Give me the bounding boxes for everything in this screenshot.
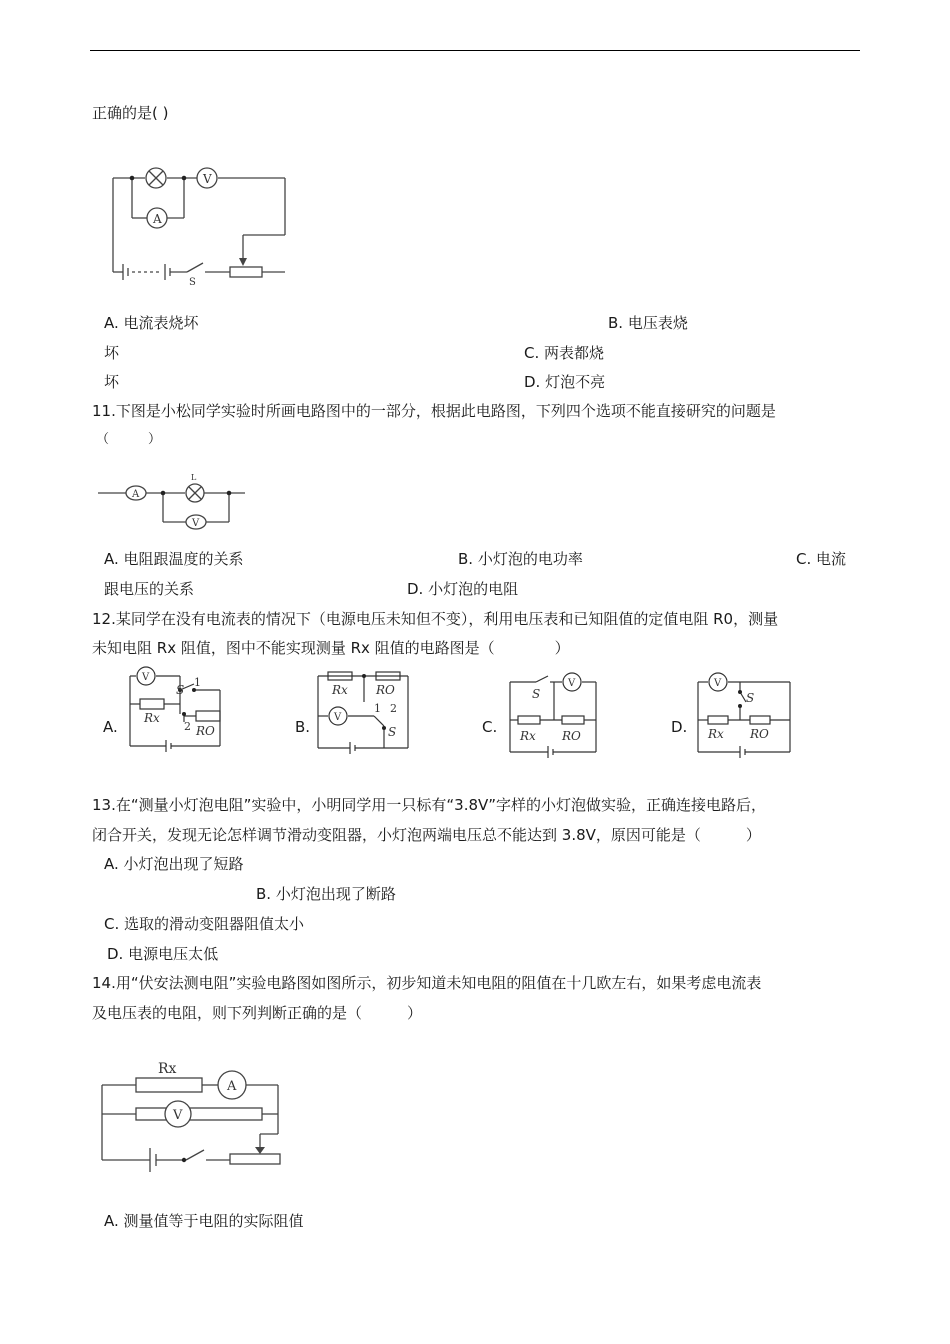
q12-label-c: C.: [482, 718, 498, 736]
q13-option-b: B. 小灯泡出现了断路: [256, 885, 396, 903]
q12d-voltmeter-label: V: [714, 678, 722, 689]
q10-ammeter-label: A: [153, 212, 162, 226]
q14-option-a: A. 测量值等于电阻的实际阻值: [104, 1212, 304, 1230]
q11-stem-line2: （ ）: [96, 432, 162, 447]
q12a-pos2-label: 2: [184, 720, 191, 733]
q11-lamp-label: L: [191, 473, 197, 482]
q11-option-b: B. 小灯泡的电功率: [458, 550, 583, 568]
q11-option-a: A. 电阻跟温度的关系: [104, 550, 244, 568]
q11-option-c-wrap: 跟电压的关系: [104, 580, 195, 598]
q12b-pos2-label: 2: [390, 702, 397, 715]
q10-option-b: B. 电压表烧: [608, 314, 688, 332]
q12a-r0-label: RO: [196, 724, 215, 738]
q13-option-d: D. 电源电压太低: [107, 945, 219, 963]
header-rule: [90, 50, 860, 51]
q12-stem-line1: 12.某同学在没有电流表的情况下（电源电压未知但不变），利用电压表和已知阻值的定值电阻 R0，测量: [92, 610, 779, 628]
q13-option-a: A. 小灯泡出现了短路: [104, 855, 244, 873]
q12-label-b: B.: [295, 718, 311, 736]
q12d-switch-label: S: [746, 691, 755, 705]
q12d-r0-label: RO: [750, 727, 769, 741]
q11-stem-line1: 11.下图是小松同学实验时所画电路图中的一部分，根据此电路图，下列四个选项不能直接研究的问题是: [92, 402, 776, 420]
q12-circuit-c: [506, 672, 606, 756]
q12a-switch-label: S: [176, 683, 185, 697]
q14-stem-line1: 14.用“伏安法测电阻”实验电路图如图所示，初步知道未知电阻的阻值在十几欧左右，如果考虑电流表: [92, 974, 762, 992]
q12-stem-line2: 未知电阻 Rx 阻值，图中不能实现测量 Rx 阻值的电路图是（ ）: [92, 639, 570, 657]
q12-label-a: A.: [103, 718, 118, 736]
q12a-voltmeter-label: V: [142, 672, 150, 683]
q12b-pos1-label: 1: [374, 702, 381, 715]
q12c-r0-label: RO: [562, 729, 581, 743]
q12d-rx-label: Rx: [708, 727, 724, 741]
q12b-r0-label: RO: [376, 683, 395, 697]
q12c-switch-label: S: [532, 687, 541, 701]
q11-option-c: C. 电流: [796, 550, 847, 568]
q14-voltmeter-label: V: [173, 1108, 183, 1123]
q12-circuit-b: [316, 672, 416, 756]
q13-stem-line1: 13.在“测量小灯泡电阻”实验中，小明同学用一只标有“3.8V”字样的小灯泡做实验，正确连接电路后，: [92, 796, 767, 814]
q13-stem-line2: 闭合开关，发现无论怎样调节滑动变阻器，小灯泡两端电压总不能达到 3.8V，原因可能是（ ）: [92, 826, 761, 844]
q10-option-c: C. 两表都烧: [524, 344, 605, 362]
q14-circuit-figure: [98, 1056, 288, 1171]
q10-option-b-wrap: 坏: [104, 344, 120, 362]
q14-stem-line2: 及电压表的电阻，则下列判断正确的是（ ）: [92, 1004, 423, 1022]
q10-switch-label: S: [189, 277, 196, 288]
q11-voltmeter-label: V: [192, 518, 200, 529]
q12-circuit-a: [126, 664, 226, 754]
q10-option-a: A. 电流表烧坏: [104, 314, 199, 332]
q13-option-c: C. 选取的滑动变阻器阻值太小: [104, 915, 305, 933]
q10-option-c-wrap: 坏: [104, 373, 120, 391]
q12a-pos1-label: 1: [194, 676, 201, 689]
q12b-voltmeter-label: V: [334, 712, 342, 723]
q11-option-d: D. 小灯泡的电阻: [407, 580, 519, 598]
q10-circuit-figure: [105, 160, 295, 288]
q12b-switch-label: S: [388, 725, 397, 739]
q11-circuit-figure: [98, 470, 248, 535]
q12c-rx-label: Rx: [520, 729, 536, 743]
q12-circuit-d: [696, 672, 796, 756]
q10-stem: 正确的是( ): [92, 104, 169, 122]
q12c-voltmeter-label: V: [568, 678, 576, 689]
q14-ammeter-label: A: [227, 1079, 237, 1094]
q12-label-d: D.: [671, 718, 688, 736]
q12b-rx-label: Rx: [332, 683, 348, 697]
q11-ammeter-label: A: [132, 489, 140, 500]
q14-rx-label: Rx: [158, 1061, 177, 1077]
q10-voltmeter-label: V: [203, 172, 212, 186]
q12a-rx-label: Rx: [144, 711, 160, 725]
q10-option-d: D. 灯泡不亮: [524, 373, 606, 391]
